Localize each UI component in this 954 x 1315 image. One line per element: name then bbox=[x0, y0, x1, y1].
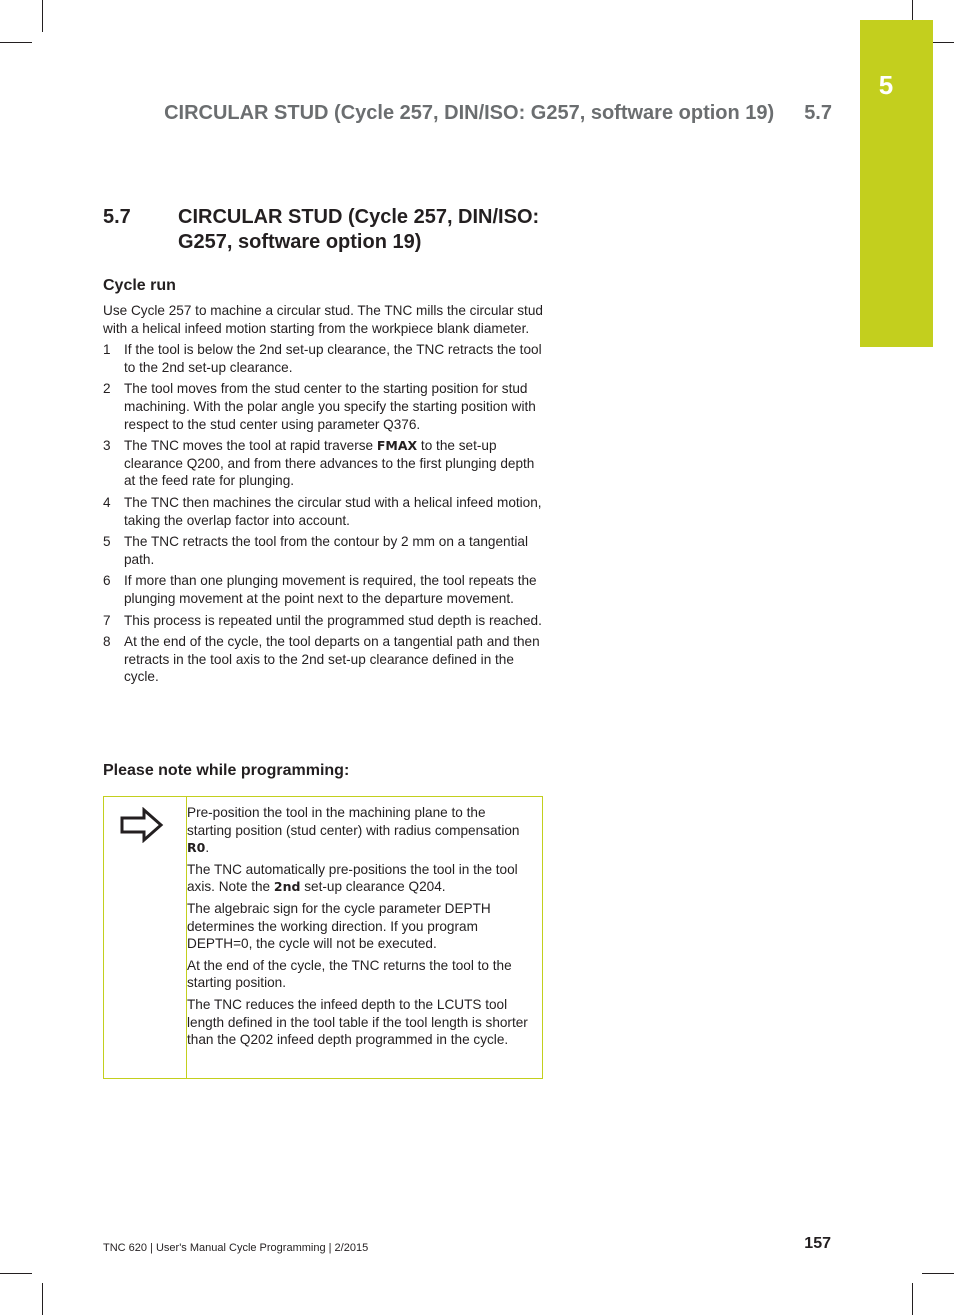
chapter-number: 5 bbox=[878, 70, 894, 100]
crop-mark bbox=[912, 1283, 913, 1315]
note-box bbox=[103, 796, 543, 1079]
list-item: 1 If the tool is below the 2nd set-up clearance, the TNC retracts the tool to the 2nd set-up clearance. bbox=[103, 342, 542, 375]
note-paragraph: The TNC automatically pre-positions the tool in the tool axis. Note the 2nd set-up clearance Q204. bbox=[187, 861, 518, 895]
list-item: 2 The tool moves from the stud center to the starting position for stud machining. With the polar angle you specify the starting position with respect to the stud center using parameter Q376. bbox=[103, 381, 536, 432]
crop-mark bbox=[0, 42, 32, 43]
cycle-run-intro: Use Cycle 257 to machine a circular stud. The TNC mills the circular stud with a helical infeed motion starting from the workpiece blank diameter. bbox=[103, 303, 543, 336]
running-header-section: 5.7 bbox=[804, 102, 832, 124]
list-item: 7 This process is repeated until the programmed stud depth is reached. bbox=[103, 612, 542, 628]
running-header bbox=[164, 102, 832, 125]
running-header-title: CIRCULAR STUD (Cycle 257, DIN/ISO: G257, software option 19) bbox=[164, 102, 775, 124]
crop-mark bbox=[922, 1273, 954, 1274]
footer-text: TNC 620 | User's Manual Cycle Programming | 2/2015 bbox=[103, 1242, 369, 1254]
note-text bbox=[187, 804, 532, 1053]
crop-mark bbox=[0, 1273, 32, 1274]
note-paragraph: At the end of the cycle, the TNC returns the tool to the starting position. bbox=[187, 957, 512, 991]
note-paragraph: The TNC reduces the infeed depth to the LCUTS tool length defined in the tool table if the tool length is shorter than the Q202 infeed depth programmed in the cycle. bbox=[187, 996, 528, 1048]
list-item: 6 If more than one plunging movement is required, the tool repeats the plunging movement at the point next to the departure movement. bbox=[103, 573, 537, 606]
cycle-steps-list bbox=[103, 341, 543, 686]
note-paragraph: Pre-position the tool in the machining plane to the starting position (stud center) with radius compensation R0. bbox=[187, 805, 520, 856]
fmax-code: FMAX bbox=[376, 438, 418, 454]
cycle-run-heading: Cycle run bbox=[103, 277, 176, 294]
2nd-code: 2nd bbox=[273, 879, 301, 895]
arrow-right-icon bbox=[120, 807, 164, 848]
section-number: 5.7 bbox=[103, 206, 131, 228]
crop-mark bbox=[42, 0, 43, 32]
programming-notes-heading: Please note while programming: bbox=[103, 762, 350, 779]
chapter-tab bbox=[860, 20, 933, 347]
cycle-run-body bbox=[103, 302, 543, 690]
crop-mark bbox=[42, 1283, 43, 1315]
page-number: 157 bbox=[804, 1235, 831, 1252]
list-item: 8 At the end of the cycle, the tool departs on a tangential path and then retracts in the tool axis to the 2nd set-up clearance defined in the cycle. bbox=[103, 634, 540, 685]
section-title: CIRCULAR STUD (Cycle 257, DIN/ISO: G257, software option 19) bbox=[178, 206, 540, 253]
list-item: 4 The TNC then machines the circular stud with a helical infeed motion, taking the overlap factor into account. bbox=[103, 494, 542, 528]
r0-code: R0 bbox=[187, 840, 206, 856]
note-paragraph: The algebraic sign for the cycle parameter DEPTH determines the working direction. If you program DEPTH=0, the cycle will not be executed. bbox=[187, 900, 491, 952]
list-item: 5 The TNC retracts the tool from the contour by 2 mm on a tangential path. bbox=[103, 534, 528, 567]
list-item: 3 The TNC moves the tool at rapid traverse FMAX to the set-up clearance Q200, and from there advances to the first plunging depth at the feed rate for plunging. bbox=[103, 438, 535, 489]
